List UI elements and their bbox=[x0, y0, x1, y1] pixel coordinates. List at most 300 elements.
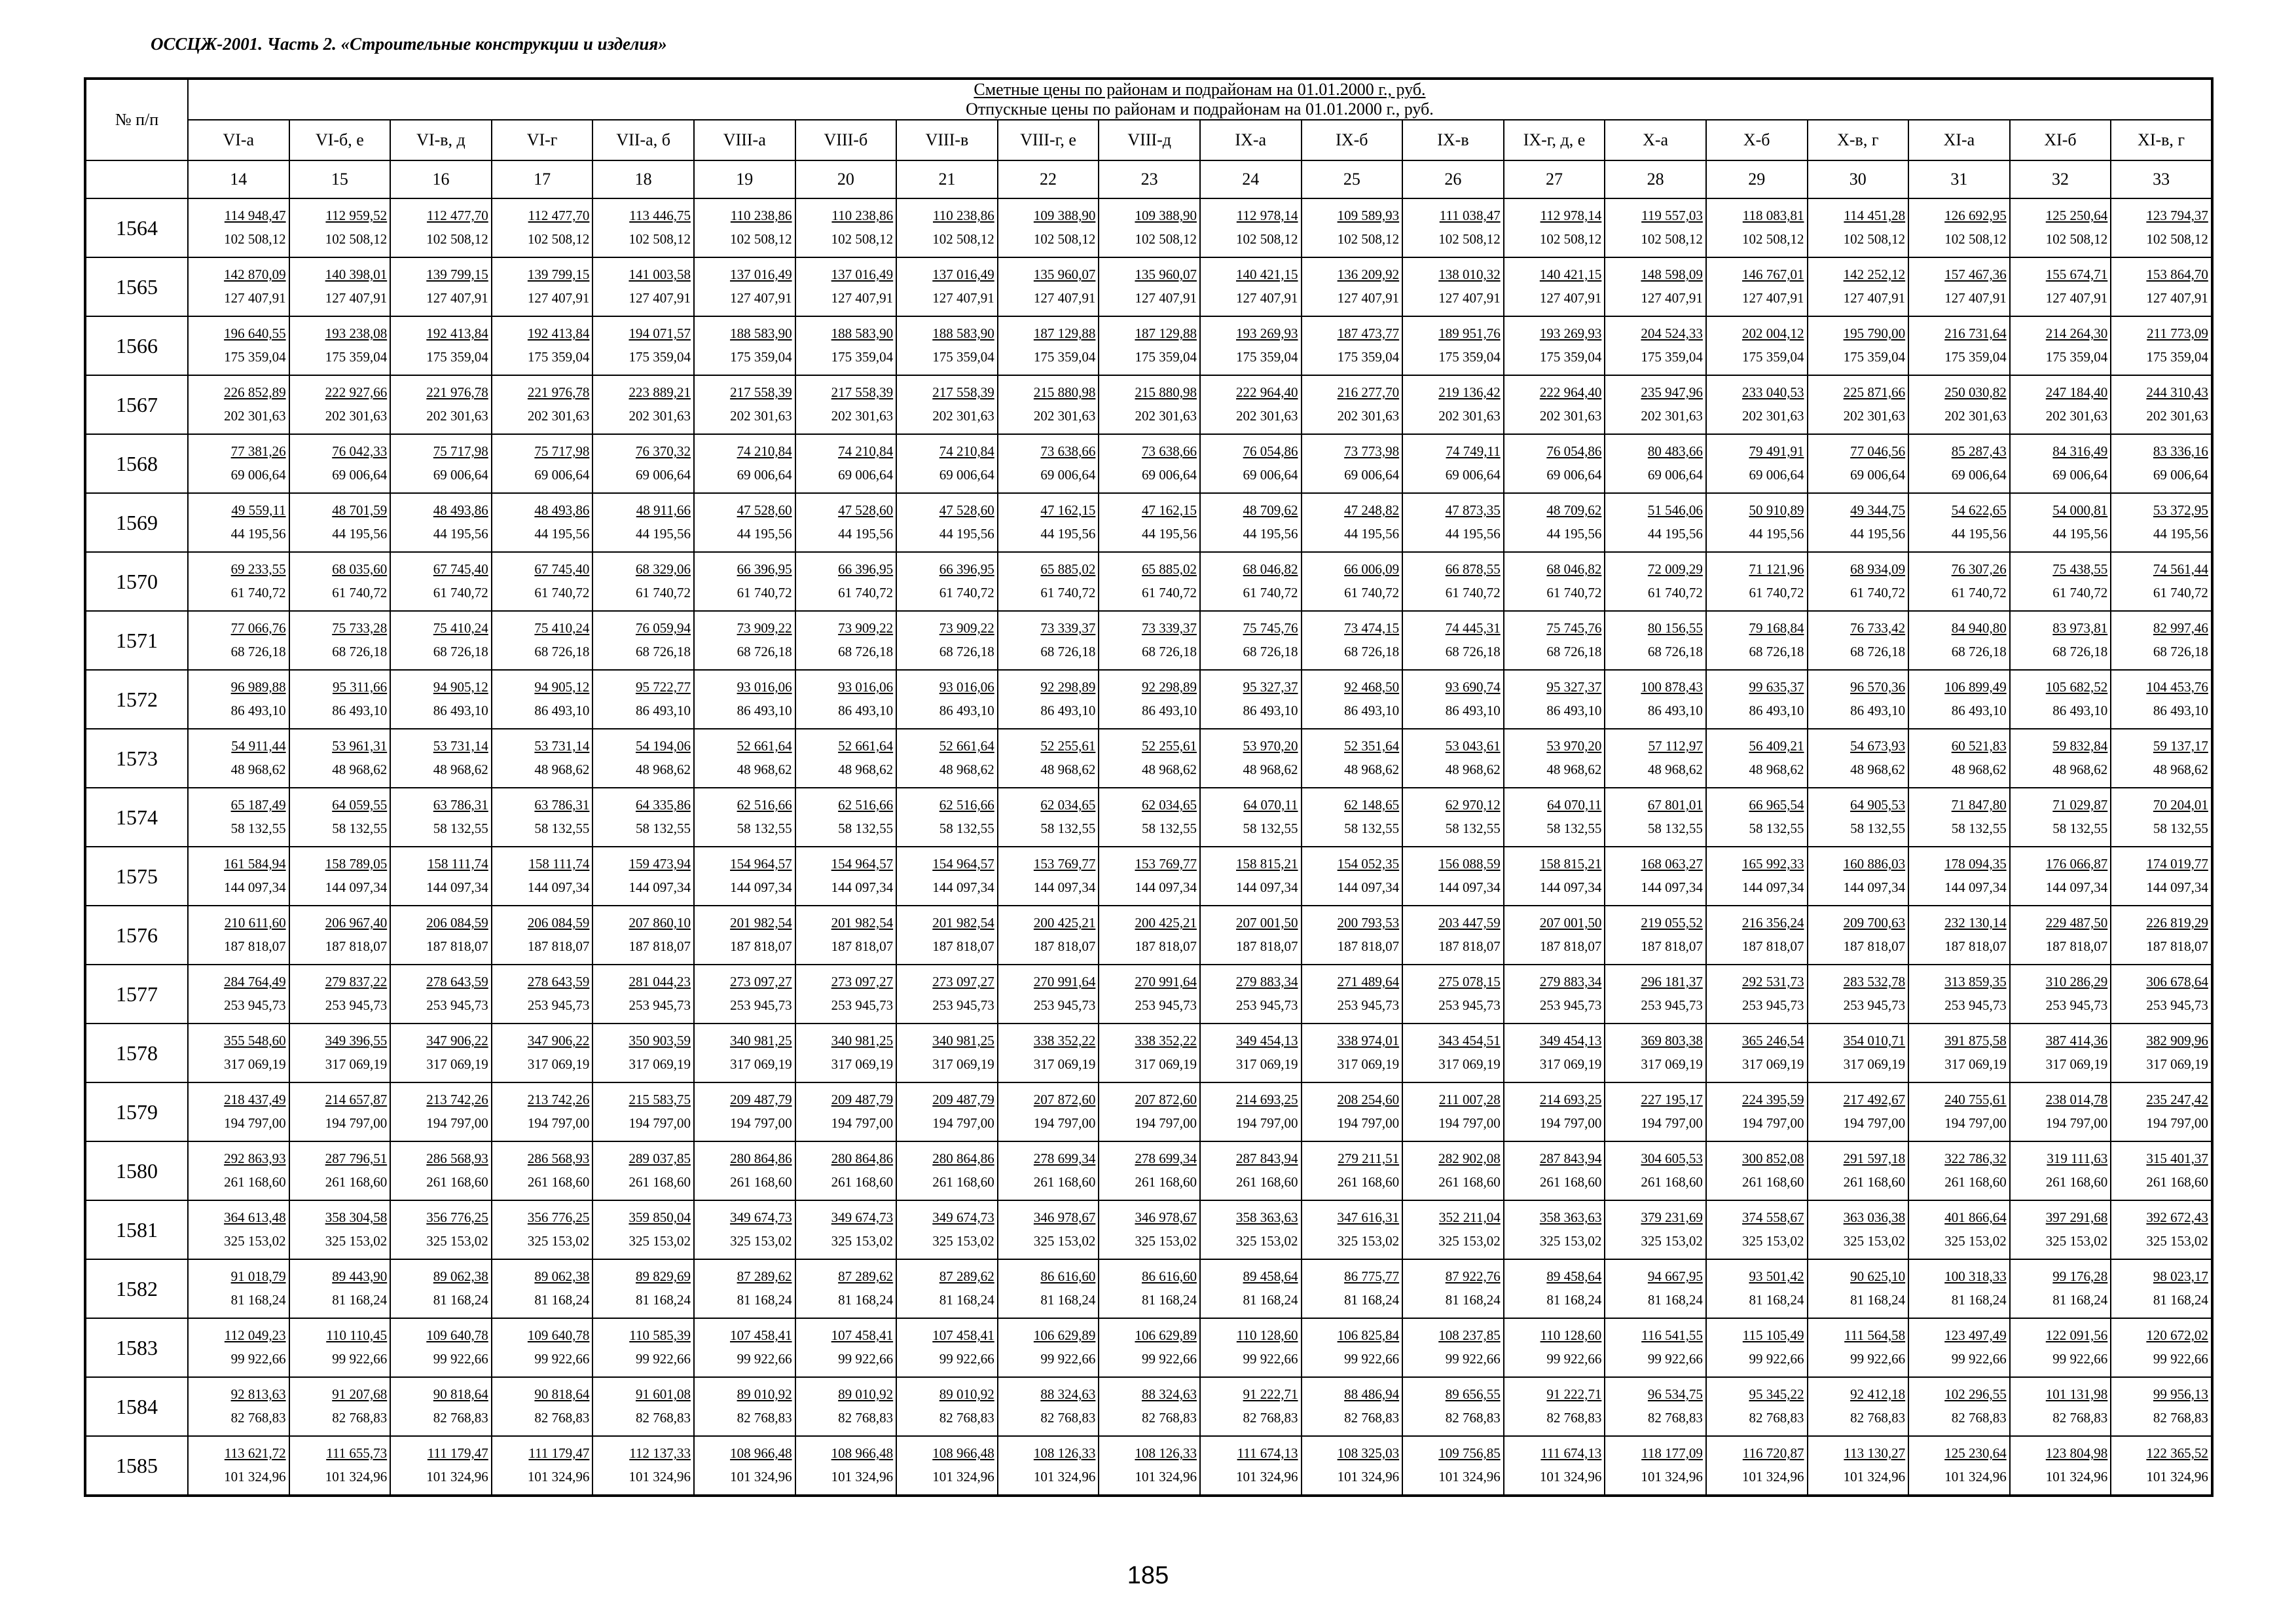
price-cell bbox=[1605, 375, 1706, 434]
release-price: 127 407,91 bbox=[2146, 290, 2208, 306]
price-cell bbox=[1099, 1141, 1200, 1200]
estimate-price: 222 964,40 bbox=[1236, 384, 1298, 400]
price-cell bbox=[289, 316, 391, 375]
estimate-price-caption: Сметные цены по районам и подрайонам на 01.01.2000 г., руб. bbox=[974, 80, 1426, 99]
price-cell bbox=[1200, 316, 1302, 375]
release-price: 102 508,12 bbox=[730, 231, 792, 247]
release-price: 48 968,62 bbox=[1344, 762, 1400, 777]
price-cell bbox=[390, 493, 492, 552]
price-cell bbox=[1605, 906, 1706, 965]
price-cell bbox=[592, 257, 694, 316]
estimate-price: 137 016,49 bbox=[932, 267, 994, 282]
release-price: 261 168,60 bbox=[527, 1174, 590, 1190]
release-price: 102 508,12 bbox=[1033, 231, 1096, 247]
release-price: 253 945,73 bbox=[1033, 997, 1096, 1013]
price-cell bbox=[1302, 1318, 1403, 1377]
price-cell bbox=[1402, 1141, 1504, 1200]
price-cell bbox=[2111, 1436, 2212, 1496]
price-cell bbox=[289, 375, 391, 434]
release-price: 261 168,60 bbox=[629, 1174, 691, 1190]
estimate-price: 200 793,53 bbox=[1337, 915, 1400, 931]
price-cell bbox=[998, 611, 1099, 670]
price-cell bbox=[1504, 375, 1605, 434]
district-header: X-а bbox=[1605, 120, 1706, 160]
release-price: 144 097,34 bbox=[1944, 879, 2007, 895]
release-price: 61 740,72 bbox=[838, 585, 894, 600]
price-cell bbox=[188, 965, 289, 1024]
release-price: 99 922,66 bbox=[230, 1351, 286, 1367]
price-cell bbox=[188, 847, 289, 906]
release-price: 175 359,04 bbox=[1843, 349, 1906, 365]
release-price: 61 740,72 bbox=[635, 585, 691, 600]
estimate-price: 139 799,15 bbox=[527, 267, 590, 282]
estimate-price: 48 709,62 bbox=[1243, 502, 1298, 518]
release-price: 187 818,07 bbox=[2045, 938, 2108, 954]
price-cell bbox=[1099, 375, 1200, 434]
estimate-price: 219 055,52 bbox=[1641, 915, 1703, 931]
price-cell bbox=[1706, 1436, 1808, 1496]
release-price: 253 945,73 bbox=[325, 997, 388, 1013]
estimate-price: 111 564,58 bbox=[1844, 1327, 1906, 1343]
release-price: 127 407,91 bbox=[1539, 290, 1602, 306]
estimate-price: 111 179,47 bbox=[427, 1445, 488, 1461]
price-cell bbox=[1706, 670, 1808, 729]
release-price: 261 168,60 bbox=[1641, 1174, 1703, 1190]
table-row bbox=[85, 493, 2212, 552]
release-price: 317 069,19 bbox=[1135, 1056, 1197, 1072]
price-cell bbox=[896, 493, 998, 552]
price-cell bbox=[1099, 670, 1200, 729]
price-cell bbox=[390, 670, 492, 729]
release-price: 194 797,00 bbox=[2045, 1115, 2108, 1131]
price-cell bbox=[1808, 906, 1909, 965]
price-cell bbox=[694, 729, 795, 788]
release-price: 317 069,19 bbox=[932, 1056, 994, 1072]
price-cell bbox=[492, 493, 593, 552]
estimate-price: 154 052,35 bbox=[1337, 856, 1400, 872]
price-cell bbox=[1302, 847, 1403, 906]
release-price: 202 301,63 bbox=[831, 408, 894, 424]
estimate-price: 94 905,12 bbox=[534, 679, 590, 695]
release-price: 86 493,10 bbox=[1951, 703, 2007, 718]
price-cell bbox=[1706, 375, 1808, 434]
price-cell bbox=[2111, 198, 2212, 257]
price-cell bbox=[2010, 493, 2111, 552]
estimate-price: 106 899,49 bbox=[1944, 679, 2007, 695]
release-price: 58 132,55 bbox=[1546, 821, 1602, 836]
release-price: 102 508,12 bbox=[2045, 231, 2108, 247]
price-cell bbox=[1504, 434, 1605, 493]
price-cell bbox=[694, 1318, 795, 1377]
estimate-price: 282 902,08 bbox=[1438, 1151, 1501, 1166]
price-cell bbox=[998, 1141, 1099, 1200]
price-cell bbox=[390, 611, 492, 670]
price-cell bbox=[1504, 1141, 1605, 1200]
price-cell bbox=[2010, 257, 2111, 316]
estimate-price: 338 974,01 bbox=[1337, 1033, 1400, 1048]
estimate-price: 292 531,73 bbox=[1742, 974, 1804, 989]
price-cell bbox=[1200, 788, 1302, 847]
release-price: 86 493,10 bbox=[1850, 703, 1906, 718]
estimate-price: 73 909,22 bbox=[939, 620, 994, 636]
price-cell bbox=[592, 552, 694, 611]
estimate-price: 75 717,98 bbox=[433, 443, 488, 459]
release-price: 44 195,56 bbox=[939, 526, 994, 542]
column-number: 33 bbox=[2111, 160, 2212, 198]
price-cell bbox=[1706, 906, 1808, 965]
price-cell bbox=[1605, 1377, 1706, 1436]
estimate-price: 356 776,25 bbox=[426, 1209, 488, 1225]
estimate-price: 224 395,59 bbox=[1742, 1092, 1804, 1107]
price-cell bbox=[1908, 906, 2010, 965]
estimate-price: 73 638,66 bbox=[1040, 443, 1096, 459]
release-price: 144 097,34 bbox=[224, 879, 286, 895]
estimate-price: 113 621,72 bbox=[224, 1445, 286, 1461]
release-price: 202 301,63 bbox=[2045, 408, 2108, 424]
release-price: 58 132,55 bbox=[1951, 821, 2007, 836]
estimate-price: 62 516,66 bbox=[939, 797, 994, 813]
price-cell bbox=[998, 729, 1099, 788]
release-price: 144 097,34 bbox=[831, 879, 894, 895]
release-price: 187 818,07 bbox=[1641, 938, 1703, 954]
price-cell bbox=[289, 257, 391, 316]
release-price: 61 740,72 bbox=[1040, 585, 1096, 600]
release-price: 44 195,56 bbox=[2052, 526, 2108, 542]
release-price: 69 006,64 bbox=[1243, 467, 1298, 483]
price-cell bbox=[795, 611, 897, 670]
estimate-price: 53 970,20 bbox=[1546, 738, 1602, 754]
release-price: 102 508,12 bbox=[1337, 231, 1400, 247]
price-cell bbox=[1099, 729, 1200, 788]
estimate-price: 91 207,68 bbox=[332, 1386, 388, 1402]
row-number: 1583 bbox=[85, 1318, 188, 1377]
estimate-price: 204 524,33 bbox=[1641, 325, 1703, 341]
release-price: 99 922,66 bbox=[838, 1351, 894, 1367]
price-cell bbox=[1504, 1024, 1605, 1082]
release-price: 48 968,62 bbox=[737, 762, 792, 777]
release-price: 325 153,02 bbox=[325, 1233, 388, 1249]
estimate-price: 379 231,69 bbox=[1641, 1209, 1703, 1225]
release-price: 81 168,24 bbox=[737, 1292, 792, 1308]
release-price: 86 493,10 bbox=[1445, 703, 1501, 718]
release-price: 317 069,19 bbox=[224, 1056, 286, 1072]
estimate-price: 90 818,64 bbox=[534, 1386, 590, 1402]
estimate-price: 215 880,98 bbox=[1033, 384, 1096, 400]
estimate-price: 287 843,94 bbox=[1539, 1151, 1602, 1166]
estimate-price: 108 126,33 bbox=[1135, 1445, 1197, 1461]
estimate-price: 48 493,86 bbox=[534, 502, 590, 518]
price-cell bbox=[2111, 1024, 2212, 1082]
price-cell bbox=[2010, 729, 2111, 788]
price-cell bbox=[896, 1082, 998, 1141]
release-price: 69 006,64 bbox=[1951, 467, 2007, 483]
release-price: 48 968,62 bbox=[1243, 762, 1298, 777]
estimate-price: 65 885,02 bbox=[1040, 561, 1096, 577]
district-header: VIII-б bbox=[795, 120, 897, 160]
estimate-price: 213 742,26 bbox=[426, 1092, 488, 1107]
release-price: 99 922,66 bbox=[2153, 1351, 2208, 1367]
release-price: 325 153,02 bbox=[1337, 1233, 1400, 1249]
release-price: 127 407,91 bbox=[1135, 290, 1197, 306]
release-price: 127 407,91 bbox=[1641, 290, 1703, 306]
release-price: 127 407,91 bbox=[325, 290, 388, 306]
estimate-price: 284 764,49 bbox=[224, 974, 286, 989]
estimate-price: 109 388,90 bbox=[1135, 208, 1197, 223]
release-price: 325 153,02 bbox=[1944, 1233, 2007, 1249]
estimate-price: 92 298,89 bbox=[1141, 679, 1197, 695]
price-cell bbox=[1605, 316, 1706, 375]
column-number: 29 bbox=[1706, 160, 1808, 198]
price-cell bbox=[1706, 257, 1808, 316]
price-cell bbox=[1504, 847, 1605, 906]
release-price: 175 359,04 bbox=[224, 349, 286, 365]
release-price: 102 508,12 bbox=[527, 231, 590, 247]
price-cell bbox=[1605, 1436, 1706, 1496]
price-table-container bbox=[84, 77, 2214, 1497]
release-price: 325 153,02 bbox=[1641, 1233, 1703, 1249]
estimate-price: 73 474,15 bbox=[1344, 620, 1400, 636]
release-price: 317 069,19 bbox=[1944, 1056, 2007, 1072]
estimate-price: 123 497,49 bbox=[1944, 1327, 2007, 1343]
estimate-price: 217 558,39 bbox=[730, 384, 792, 400]
release-price: 86 493,10 bbox=[1141, 703, 1197, 718]
release-price: 102 508,12 bbox=[2146, 231, 2208, 247]
price-cell bbox=[492, 670, 593, 729]
estimate-price: 75 410,24 bbox=[433, 620, 488, 636]
release-price: 81 168,24 bbox=[1647, 1292, 1703, 1308]
estimate-price: 118 083,81 bbox=[1742, 208, 1804, 223]
price-cell bbox=[592, 1141, 694, 1200]
price-cell bbox=[896, 670, 998, 729]
estimate-price: 94 905,12 bbox=[433, 679, 488, 695]
row-number: 1565 bbox=[85, 257, 188, 316]
price-cell bbox=[1908, 434, 2010, 493]
release-price: 86 493,10 bbox=[838, 703, 894, 718]
estimate-price: 89 010,92 bbox=[737, 1386, 792, 1402]
estimate-price: 216 356,24 bbox=[1742, 915, 1804, 931]
release-price: 48 968,62 bbox=[1546, 762, 1602, 777]
price-cell bbox=[998, 788, 1099, 847]
price-cell bbox=[795, 316, 897, 375]
release-price: 175 359,04 bbox=[325, 349, 388, 365]
price-cell bbox=[1908, 1082, 2010, 1141]
price-cell bbox=[998, 1436, 1099, 1496]
price-cell bbox=[1504, 788, 1605, 847]
price-cell bbox=[998, 493, 1099, 552]
estimate-price: 349 454,13 bbox=[1539, 1033, 1602, 1048]
release-price: 187 818,07 bbox=[1742, 938, 1804, 954]
estimate-price: 271 489,64 bbox=[1337, 974, 1400, 989]
release-price: 325 153,02 bbox=[831, 1233, 894, 1249]
estimate-price: 168 063,27 bbox=[1641, 856, 1703, 872]
estimate-price: 135 960,07 bbox=[1135, 267, 1197, 282]
estimate-price: 66 006,09 bbox=[1344, 561, 1400, 577]
estimate-price: 193 269,93 bbox=[1236, 325, 1298, 341]
estimate-price: 114 948,47 bbox=[224, 208, 286, 223]
estimate-price: 92 412,18 bbox=[1850, 1386, 1906, 1402]
release-price: 82 768,83 bbox=[1243, 1410, 1298, 1426]
release-price: 175 359,04 bbox=[1641, 349, 1703, 365]
row-number: 1582 bbox=[85, 1259, 188, 1318]
release-price: 82 768,83 bbox=[534, 1410, 590, 1426]
estimate-price: 347 906,22 bbox=[527, 1033, 590, 1048]
price-cell bbox=[1504, 493, 1605, 552]
release-price: 175 359,04 bbox=[1438, 349, 1501, 365]
price-cell bbox=[390, 965, 492, 1024]
estimate-price: 141 003,58 bbox=[629, 267, 691, 282]
release-price: 58 132,55 bbox=[838, 821, 894, 836]
estimate-price: 76 370,32 bbox=[635, 443, 691, 459]
price-cell bbox=[1200, 375, 1302, 434]
price-cell bbox=[492, 1377, 593, 1436]
estimate-price: 96 989,88 bbox=[230, 679, 286, 695]
price-cell bbox=[2111, 552, 2212, 611]
price-cell bbox=[188, 1082, 289, 1141]
price-cell bbox=[795, 552, 897, 611]
estimate-price: 287 843,94 bbox=[1236, 1151, 1298, 1166]
estimate-price: 54 194,06 bbox=[635, 738, 691, 754]
price-cell bbox=[592, 1377, 694, 1436]
estimate-price: 187 129,88 bbox=[1033, 325, 1096, 341]
estimate-price: 221 976,78 bbox=[527, 384, 590, 400]
price-cell bbox=[2111, 1377, 2212, 1436]
price-cell bbox=[1099, 788, 1200, 847]
price-cell bbox=[592, 847, 694, 906]
release-price: 202 301,63 bbox=[527, 408, 590, 424]
price-cell bbox=[492, 1082, 593, 1141]
price-cell bbox=[2010, 1377, 2111, 1436]
estimate-price: 110 110,45 bbox=[326, 1327, 388, 1343]
release-price: 58 132,55 bbox=[635, 821, 691, 836]
estimate-price: 159 473,94 bbox=[629, 856, 691, 872]
estimate-price: 240 755,61 bbox=[1944, 1092, 2007, 1107]
price-cell bbox=[1402, 1377, 1504, 1436]
release-price: 102 508,12 bbox=[1539, 231, 1602, 247]
estimate-price: 281 044,23 bbox=[629, 974, 691, 989]
release-price: 194 797,00 bbox=[1539, 1115, 1602, 1131]
release-price: 69 006,64 bbox=[1141, 467, 1197, 483]
estimate-price: 358 363,63 bbox=[1539, 1209, 1602, 1225]
release-price: 68 726,18 bbox=[838, 644, 894, 659]
estimate-price: 79 168,84 bbox=[1749, 620, 1804, 636]
price-cell bbox=[2111, 906, 2212, 965]
release-price: 48 968,62 bbox=[838, 762, 894, 777]
price-cell bbox=[1908, 1259, 2010, 1318]
price-cell bbox=[1504, 965, 1605, 1024]
price-cell bbox=[289, 1141, 391, 1200]
estimate-price: 74 749,11 bbox=[1446, 443, 1501, 459]
estimate-price: 73 638,66 bbox=[1141, 443, 1197, 459]
release-price: 144 097,34 bbox=[2146, 879, 2208, 895]
table-row bbox=[85, 1436, 2212, 1496]
release-price: 202 301,63 bbox=[629, 408, 691, 424]
release-price: 101 324,96 bbox=[224, 1469, 286, 1485]
price-cell bbox=[2010, 552, 2111, 611]
price-cell bbox=[896, 375, 998, 434]
estimate-price: 88 324,63 bbox=[1141, 1386, 1197, 1402]
price-cell bbox=[1099, 1259, 1200, 1318]
release-price: 48 968,62 bbox=[1141, 762, 1197, 777]
release-price: 194 797,00 bbox=[831, 1115, 894, 1131]
estimate-price: 107 458,41 bbox=[932, 1327, 994, 1343]
price-cell bbox=[2010, 906, 2111, 965]
price-cell bbox=[1605, 729, 1706, 788]
estimate-price: 89 443,90 bbox=[332, 1268, 388, 1284]
estimate-price: 77 066,76 bbox=[230, 620, 286, 636]
price-cell bbox=[1605, 1024, 1706, 1082]
release-price: 69 006,64 bbox=[2153, 467, 2208, 483]
estimate-price: 110 238,86 bbox=[933, 208, 994, 223]
estimate-price: 338 352,22 bbox=[1033, 1033, 1096, 1048]
price-cell bbox=[1402, 729, 1504, 788]
price-cell bbox=[188, 1318, 289, 1377]
price-cell bbox=[1200, 1141, 1302, 1200]
release-price: 144 097,34 bbox=[1337, 879, 1400, 895]
release-price: 175 359,04 bbox=[426, 349, 488, 365]
estimate-price: 122 091,56 bbox=[2045, 1327, 2108, 1343]
release-price: 261 168,60 bbox=[2045, 1174, 2108, 1190]
estimate-price: 65 187,49 bbox=[230, 797, 286, 813]
release-price: 69 006,64 bbox=[1850, 467, 1906, 483]
estimate-price: 359 850,04 bbox=[629, 1209, 691, 1225]
release-price: 194 797,00 bbox=[1843, 1115, 1906, 1131]
estimate-price: 84 316,49 bbox=[2052, 443, 2108, 459]
release-price: 61 740,72 bbox=[1243, 585, 1298, 600]
release-price: 81 168,24 bbox=[230, 1292, 286, 1308]
price-cell bbox=[795, 788, 897, 847]
price-cell bbox=[1605, 552, 1706, 611]
release-price: 317 069,19 bbox=[1539, 1056, 1602, 1072]
row-number: 1577 bbox=[85, 965, 188, 1024]
estimate-price: 67 745,40 bbox=[534, 561, 590, 577]
table-row bbox=[85, 847, 2212, 906]
estimate-price: 201 982,54 bbox=[831, 915, 894, 931]
price-cell bbox=[694, 257, 795, 316]
estimate-price: 74 210,84 bbox=[939, 443, 994, 459]
release-price: 81 168,24 bbox=[838, 1292, 894, 1308]
estimate-price: 214 657,87 bbox=[325, 1092, 388, 1107]
release-price: 187 818,07 bbox=[1236, 938, 1298, 954]
estimate-price: 165 992,33 bbox=[1742, 856, 1804, 872]
estimate-price: 280 864,86 bbox=[932, 1151, 994, 1166]
estimate-price: 296 181,37 bbox=[1641, 974, 1703, 989]
column-number: 20 bbox=[795, 160, 897, 198]
price-cell bbox=[1402, 847, 1504, 906]
release-price: 194 797,00 bbox=[426, 1115, 488, 1131]
estimate-price: 109 640,78 bbox=[426, 1327, 488, 1343]
release-price: 61 740,72 bbox=[737, 585, 792, 600]
price-cell bbox=[1200, 906, 1302, 965]
price-cell bbox=[1808, 1024, 1909, 1082]
release-price: 127 407,91 bbox=[629, 290, 691, 306]
estimate-price: 89 458,64 bbox=[1546, 1268, 1602, 1284]
release-price: 82 768,83 bbox=[1749, 1410, 1804, 1426]
release-price: 325 153,02 bbox=[1135, 1233, 1197, 1249]
release-price: 317 069,19 bbox=[2045, 1056, 2108, 1072]
column-number: 23 bbox=[1099, 160, 1200, 198]
estimate-price: 90 818,64 bbox=[433, 1386, 488, 1402]
release-price: 101 324,96 bbox=[1236, 1469, 1298, 1485]
row-number: 1568 bbox=[85, 434, 188, 493]
release-price: 48 968,62 bbox=[1749, 762, 1804, 777]
estimate-price: 68 035,60 bbox=[332, 561, 388, 577]
release-price: 82 768,83 bbox=[1647, 1410, 1703, 1426]
price-cell bbox=[592, 965, 694, 1024]
release-price: 69 006,64 bbox=[534, 467, 590, 483]
release-price: 68 726,18 bbox=[1850, 644, 1906, 659]
price-cell bbox=[896, 1024, 998, 1082]
district-header: VIII-в bbox=[896, 120, 998, 160]
